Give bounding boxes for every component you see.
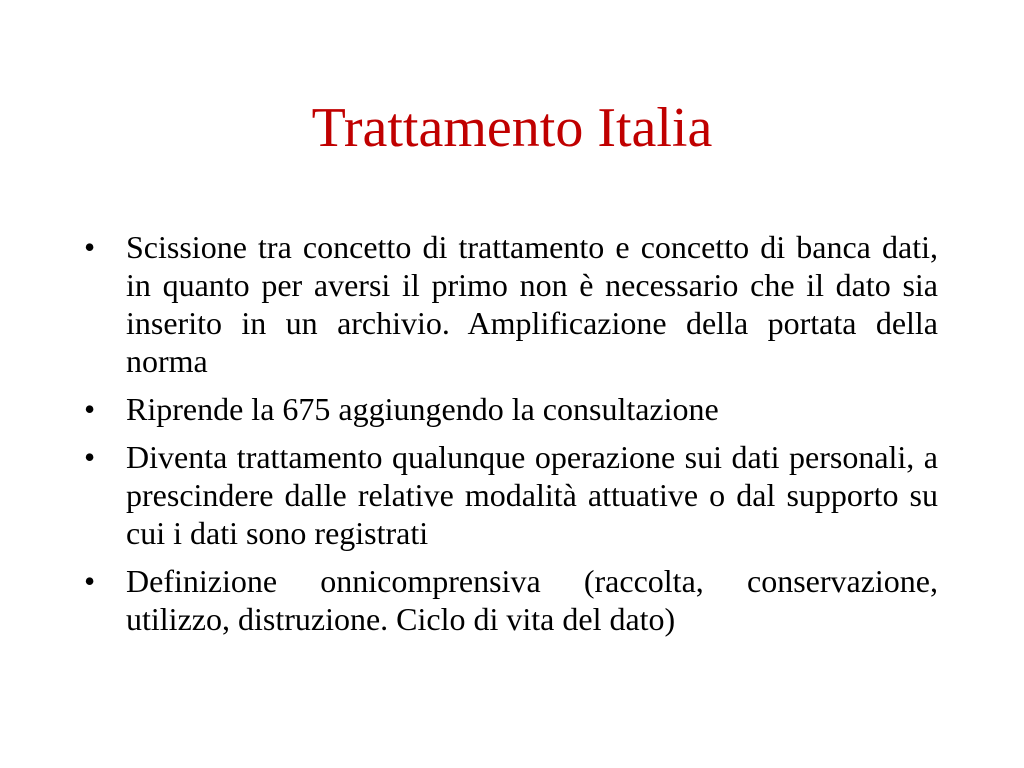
slide-title: Trattamento Italia (311, 97, 713, 159)
bullet-item-4 (84, 562, 938, 638)
bullet-dot-icon: • (84, 439, 96, 475)
bullet-dot-icon: • (84, 563, 96, 599)
bullet-item-1 (84, 228, 938, 380)
bullet-text-4: Definizione onnicomprensiva (raccolta, conservazione, utilizzo, distruzione. Ciclo di vita del dato) (126, 563, 938, 637)
bullet-text-3: Diventa trattamento qualunque operazione sui dati personali, a prescindere dalle relative modalità attuative o dal supporto su cui i dati sono registrati (126, 439, 938, 551)
bullet-text-2: Riprende la 675 aggiungendo la consultazione (126, 391, 719, 427)
bullet-item-3 (84, 438, 938, 552)
bullet-dot-icon: • (84, 391, 96, 427)
bullet-item-2 (84, 390, 938, 428)
bullet-list (84, 228, 938, 648)
bullet-text-1: Scissione tra concetto di trattamento e concetto di banca dati, in quanto per aversi il primo non è necessario che il dato sia inserito in un archivio. Amplificazione della portata della norma (126, 229, 938, 379)
bullet-dot-icon: • (84, 229, 96, 265)
